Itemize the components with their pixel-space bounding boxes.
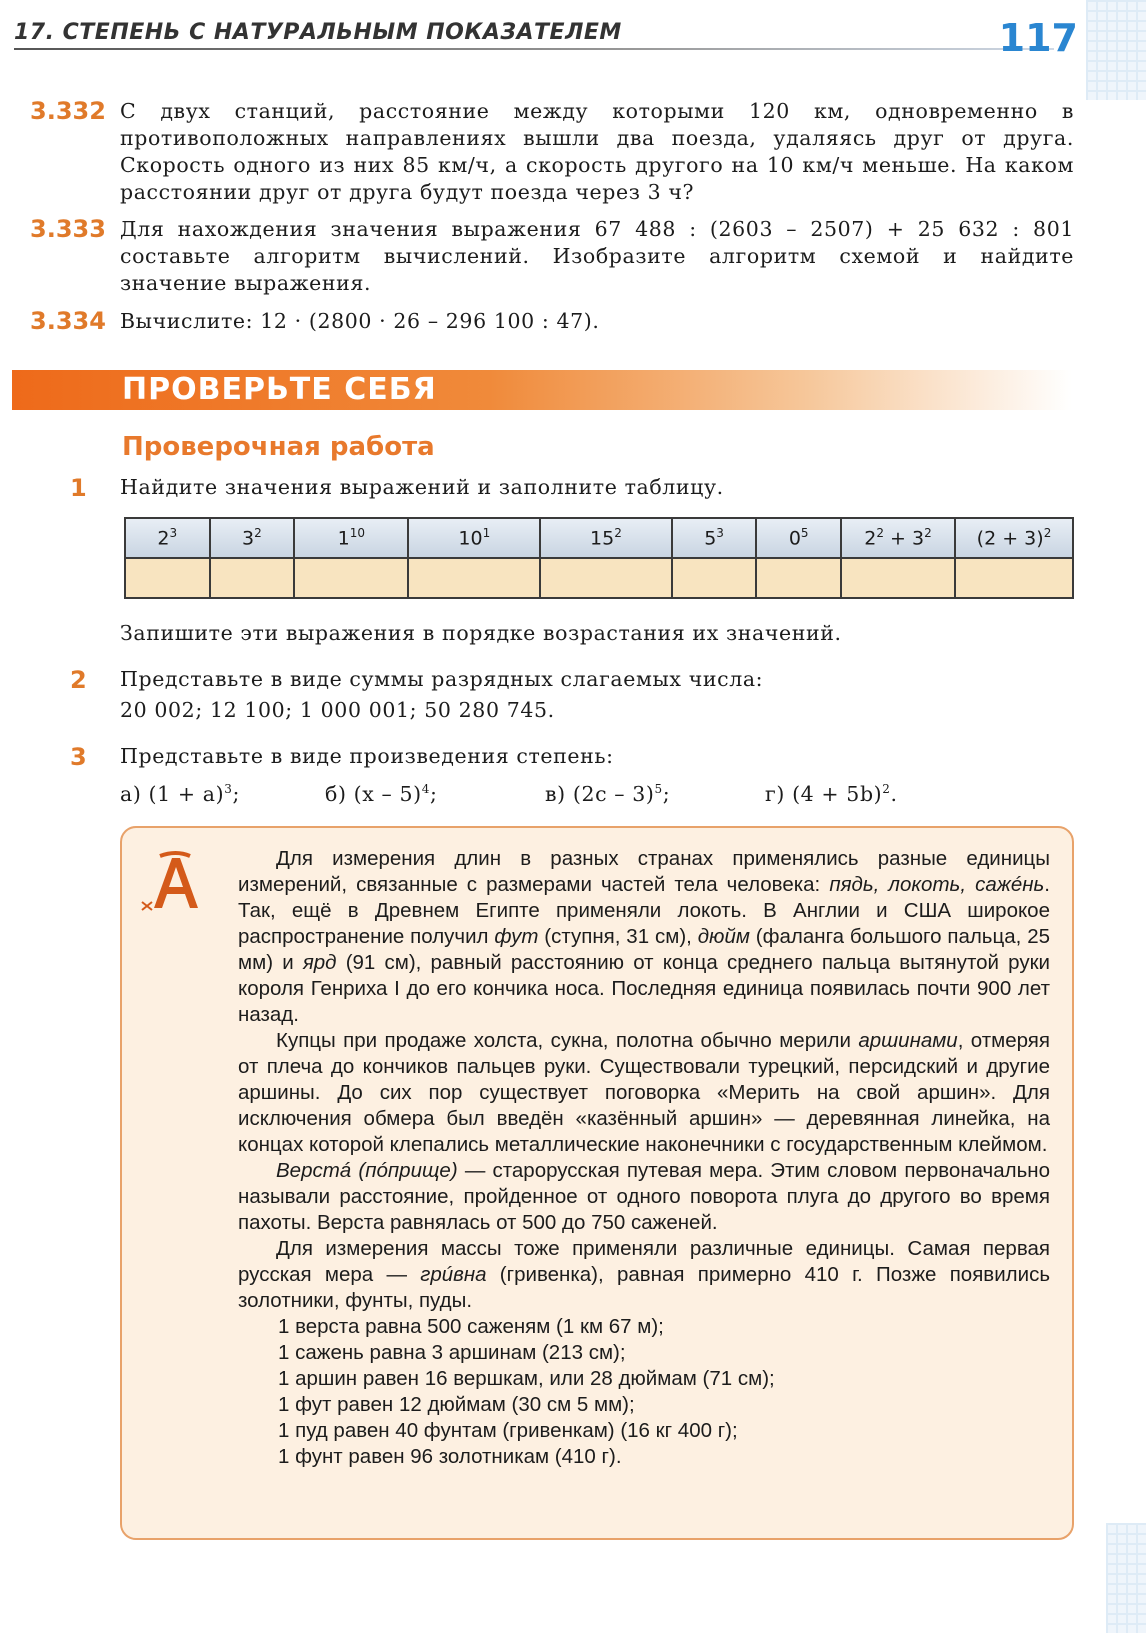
list-item: 1 сажень равна 3 аршинам (213 см); [278,1341,626,1364]
values-table [124,517,1074,599]
problem-number: 3.334 [30,307,106,335]
problem-text: Вычислите: 12 · (2800 · 26 – 296 100 : 47). [120,309,600,333]
section-subtitle: Проверочная работа [122,432,435,462]
table-header-cell: $2^2 + 3^2$ [841,518,955,558]
task-number: 2 [70,666,87,694]
info-paragraph: Для измерения длин в разных странах применялись разные единицы измерений, связанные с размерами частей тела человека: пядь, локоть, сажéнь. Так, ещё в Древнем Египте применяли локоть. В Англии и США широкое распространение получил фут (ступня, 31 см), дюйм (фаланга большого пальца, 25 мм) и ярд (91 см), равный расстоянию от конца среднего пальца вытянутой руки короля Генриха I до его кончика носа. Последняя единица появилась почти 900 лет назад. [238,847,1051,1026]
cyrillic-letter-a-icon [140,850,210,920]
list-item: 1 фут равен 12 дюймам (30 см 5 мм); [278,1393,635,1416]
info-paragraph: Для измерения массы тоже применяли различные единицы. Самая первая русская мера — грúвна (гривенка), равная примерно 410 г. Позже появились золотники, фунты, пуды. [238,1237,1050,1312]
task-followup: Запишите эти выражения в порядке возрастания их значений. [120,621,842,645]
info-paragraph: Верстá (пóприще) — старорусская путевая мера. Этим словом первоначально называли расстояние, пройденное от одного поворота плуга до другого во время пахоты. Верста равнялась от 500 до 750 саженей. [238,1159,1050,1234]
table-header-cell: $1^{10}$ [294,518,408,558]
header-rule [14,48,1054,50]
table-header-row [125,518,1073,558]
chapter-title: 17. СТЕПЕНЬ С НАТУРАЛЬНЫМ ПОКАЗАТЕЛЕМ [14,20,622,45]
answer-cell[interactable] [294,558,408,598]
table-header-cell: $0^5$ [756,518,841,558]
problem-text: Для нахождения значения выражения 67 488 : (2603 – 2507) + 25 632 : 801 составьте алгоритм вычислений. Изобразите алгоритм схемой и найдите значение выражения. [120,217,1074,295]
section-banner-title: ПРОВЕРЬТЕ СЕБЯ [122,372,437,407]
info-paragraph: Купцы при продаже холста, сукна, полотна обычно мерили аршинами, отмеряя от плеча до кончиков пальцев руки. Существовали турецкий, персидский и другие аршины. До сих пор существует поговорка «Мерить на свой аршин». Для исключения обмера был введён «казённый аршин» — деревянная линейка, на концах которой клепались металлические наконечники с государственным клеймом. [238,1029,1050,1156]
task-item-a: а) $(1 + a)^3$; [120,781,240,806]
answer-cell[interactable] [540,558,672,598]
table-header-cell: $3^2$ [210,518,295,558]
history-text [238,846,1050,1470]
table-header-cell: $(2 + 3)^2$ [955,518,1073,558]
answer-cell[interactable] [955,558,1073,598]
task-numbers: 20 002; 12 100; 1 000 001; 50 280 745. [120,698,555,722]
corner-decoration [1106,1523,1146,1633]
task-item-d: г) $(4 + 5b)^2$. [765,781,898,806]
answer-cell[interactable] [210,558,295,598]
page-number: 117 [998,16,1078,60]
problem-number: 3.332 [30,97,106,125]
task-item-c: в) (2c – 3)$^5$; [545,781,671,806]
list-item: 1 пуд равен 40 фунтам (гривенкам) (16 кг 400 г); [278,1419,738,1442]
task-number: 3 [70,743,87,771]
list-item: 1 верста равна 500 саженям (1 км 67 м); [278,1315,664,1338]
table-answer-row [125,558,1073,598]
answer-cell[interactable] [408,558,540,598]
task-text: Найдите значения выражений и заполните таблицу. [120,475,724,499]
task-text: Представьте в виде суммы разрядных слагаемых числа: [120,667,764,691]
list-item: 1 фунт равен 96 золотникам (410 г). [278,1445,622,1468]
task-text: Представьте в виде произведения степень: [120,744,614,768]
problem-number: 3.333 [30,215,106,243]
task-item-b: б) (x – 5)$^4$; [325,781,438,806]
answer-cell[interactable] [125,558,210,598]
answer-cell[interactable] [672,558,757,598]
task-number: 1 [70,474,87,502]
corner-decoration [1086,0,1146,100]
list-item: 1 аршин равен 16 вершкам, или 28 дюймам (71 см); [278,1367,775,1390]
table-header-cell: $10^1$ [408,518,540,558]
table-header-cell: $15^2$ [540,518,672,558]
table-header-cell: $2^3$ [125,518,210,558]
answer-cell[interactable] [841,558,955,598]
problem-text: С двух станций, расстояние между которыми 120 км, одновременно в противоположных направлениях вышли два поезда, удаляясь друг от друга. Скорость одного из них 85 км/ч, а скорость другого на 10 км/ч меньше. На каком расстоянии друг от друга будут поезда через 3 ч? [120,99,1074,204]
answer-cell[interactable] [756,558,841,598]
table-header-cell: $5^3$ [672,518,757,558]
